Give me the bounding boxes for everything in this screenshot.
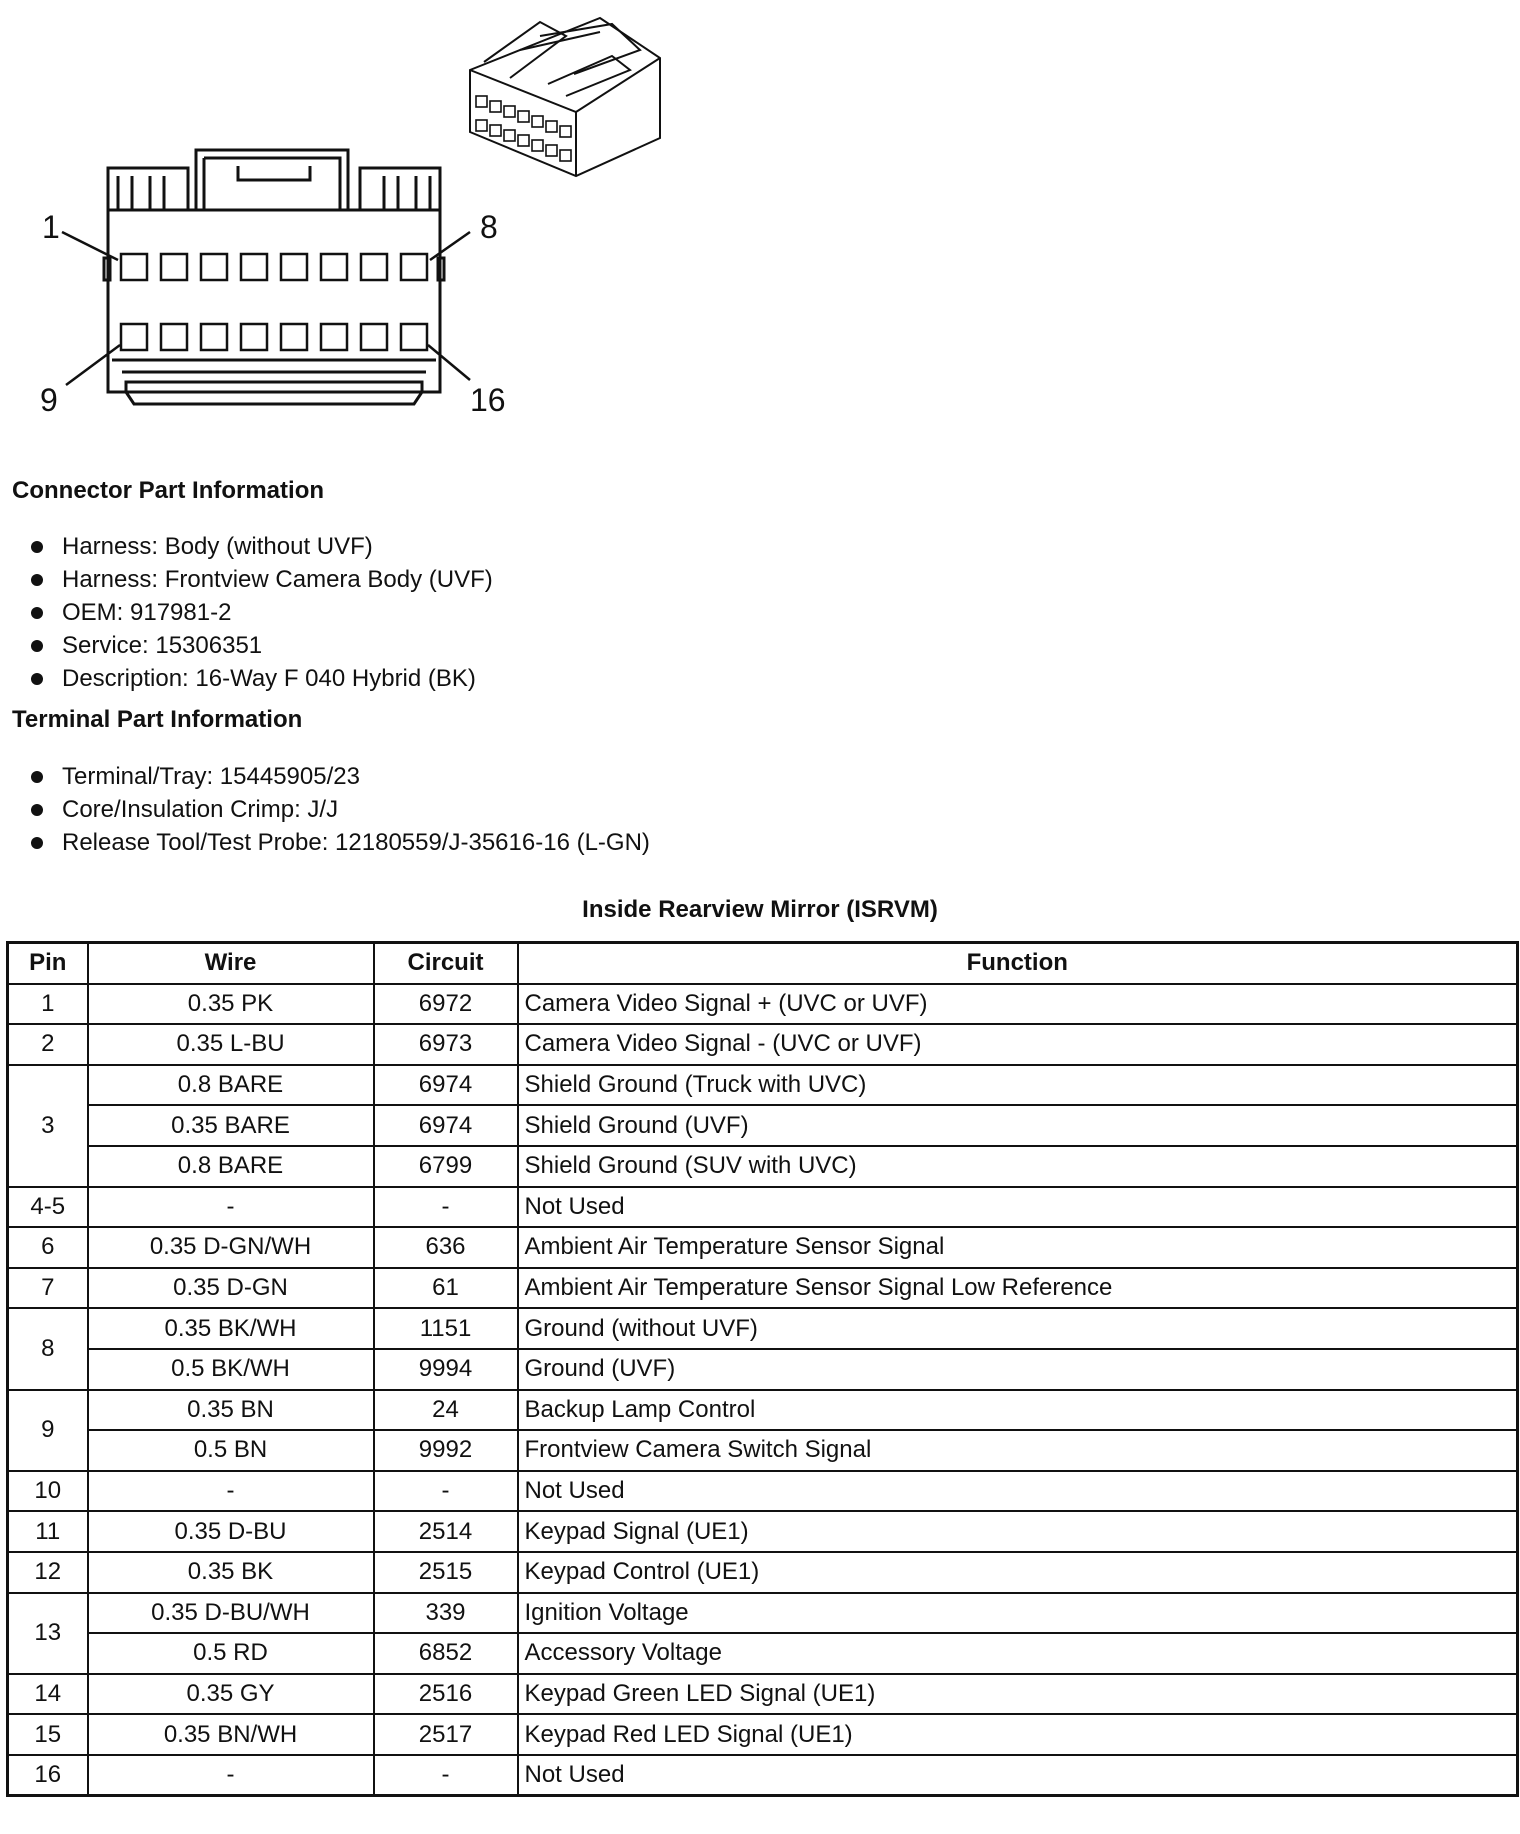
wire-cell: 0.35 GY	[88, 1674, 374, 1715]
table-header-row	[8, 943, 1518, 984]
wire-cell: 0.35 D-BU/WH	[88, 1593, 374, 1634]
cavity-10	[161, 324, 187, 350]
wire-cell: -	[88, 1755, 374, 1796]
list-item: Harness: Frontview Camera Body (UVF)	[28, 563, 493, 596]
pin-label-8: 8	[480, 209, 498, 245]
circuit-cell: 6974	[374, 1065, 518, 1106]
table-row	[8, 1308, 1518, 1349]
function-cell: Camera Video Signal + (UVC or UVF)	[518, 984, 1518, 1025]
cavity-8	[401, 254, 427, 280]
table-row	[8, 1105, 1518, 1146]
cavity-5	[281, 254, 307, 280]
pin-cell: 10	[8, 1471, 88, 1512]
pin-cell: 8	[8, 1308, 88, 1389]
cavity-16	[401, 324, 427, 350]
list-item: OEM: 917981-2	[28, 596, 493, 629]
circuit-cell: 9992	[374, 1430, 518, 1471]
circuit-cell: 9994	[374, 1349, 518, 1390]
circuit-cell: 6799	[374, 1146, 518, 1187]
cavity-7	[361, 254, 387, 280]
wire-cell: 0.35 D-BU	[88, 1511, 374, 1552]
wire-cell: -	[88, 1471, 374, 1512]
header-function: Function	[518, 943, 1518, 984]
cavity-14	[321, 324, 347, 350]
cavity-12	[241, 324, 267, 350]
function-cell: Keypad Green LED Signal (UE1)	[518, 1674, 1518, 1715]
table-row	[8, 1146, 1518, 1187]
table-row	[8, 1633, 1518, 1674]
circuit-cell: 2516	[374, 1674, 518, 1715]
wire-cell: 0.35 PK	[88, 984, 374, 1025]
cavity-11	[201, 324, 227, 350]
list-item: Service: 15306351	[28, 629, 493, 662]
pinout-table	[6, 941, 1519, 1797]
wire-cell: 0.8 BARE	[88, 1065, 374, 1106]
header-circuit: Circuit	[374, 943, 518, 984]
wire-cell: 0.35 BK/WH	[88, 1308, 374, 1349]
wire-cell: 0.35 D-GN	[88, 1268, 374, 1309]
function-cell: Not Used	[518, 1755, 1518, 1796]
pin-cell: 14	[8, 1674, 88, 1715]
circuit-cell: 2517	[374, 1714, 518, 1755]
table-row	[8, 1552, 1518, 1593]
wire-cell: 0.35 BN/WH	[88, 1714, 374, 1755]
pin-cell: 16	[8, 1755, 88, 1796]
table-row	[8, 1430, 1518, 1471]
connector-diagram	[0, 0, 700, 440]
pin-label-1: 1	[42, 209, 60, 245]
connector-info-title: Connector Part Information	[12, 477, 325, 504]
circuit-cell: 1151	[374, 1308, 518, 1349]
terminal-info-list	[28, 760, 650, 859]
table-row	[8, 1349, 1518, 1390]
wire-cell: 0.35 L-BU	[88, 1024, 374, 1065]
table-row	[8, 1471, 1518, 1512]
pin-cell: 15	[8, 1714, 88, 1755]
circuit-cell: 339	[374, 1593, 518, 1634]
pin-cell: 11	[8, 1511, 88, 1552]
wire-cell: -	[88, 1187, 374, 1228]
connector-info-list	[28, 530, 493, 695]
circuit-cell: 636	[374, 1227, 518, 1268]
function-cell: Shield Ground (UVF)	[518, 1105, 1518, 1146]
cavity-15	[361, 324, 387, 350]
table-row	[8, 1755, 1518, 1796]
terminal-info-title: Terminal Part Information	[12, 706, 303, 733]
pin-cell: 3	[8, 1065, 88, 1187]
function-cell: Not Used	[518, 1471, 1518, 1512]
function-cell: Keypad Control (UE1)	[518, 1552, 1518, 1593]
table-row	[8, 984, 1518, 1025]
table-row	[8, 1065, 1518, 1106]
header-wire: Wire	[88, 943, 374, 984]
pin-cell: 4-5	[8, 1187, 88, 1228]
pin-cell: 12	[8, 1552, 88, 1593]
cavity-6	[321, 254, 347, 280]
circuit-cell: 6974	[374, 1105, 518, 1146]
pin-cell: 2	[8, 1024, 88, 1065]
list-item: Core/Insulation Crimp: J/J	[28, 793, 650, 826]
table-row	[8, 1187, 1518, 1228]
table-row	[8, 1714, 1518, 1755]
function-cell: Ground (UVF)	[518, 1349, 1518, 1390]
pin-cell: 9	[8, 1390, 88, 1471]
table-row	[8, 1024, 1518, 1065]
pin-cell: 1	[8, 984, 88, 1025]
circuit-cell: -	[374, 1471, 518, 1512]
function-cell: Ambient Air Temperature Sensor Signal Low Reference	[518, 1268, 1518, 1309]
cavity-3	[201, 254, 227, 280]
wire-cell: 0.35 BN	[88, 1390, 374, 1431]
wire-cell: 0.35 BARE	[88, 1105, 374, 1146]
table-row	[8, 1593, 1518, 1634]
circuit-cell: 6973	[374, 1024, 518, 1065]
table-body	[8, 984, 1518, 1796]
wire-cell: 0.8 BARE	[88, 1146, 374, 1187]
circuit-cell: 61	[374, 1268, 518, 1309]
table-row	[8, 1390, 1518, 1431]
circuit-cell: 24	[374, 1390, 518, 1431]
header-pin: Pin	[8, 943, 88, 984]
function-cell: Keypad Signal (UE1)	[518, 1511, 1518, 1552]
circuit-cell: -	[374, 1187, 518, 1228]
cavity-4	[241, 254, 267, 280]
list-item: Terminal/Tray: 15445905/23	[28, 760, 650, 793]
table-row	[8, 1511, 1518, 1552]
wire-cell: 0.35 BK	[88, 1552, 374, 1593]
function-cell: Accessory Voltage	[518, 1633, 1518, 1674]
connector-3d-illustration	[470, 18, 660, 176]
function-cell: Backup Lamp Control	[518, 1390, 1518, 1431]
pin-label-9: 9	[40, 382, 58, 418]
pin-cell: 13	[8, 1593, 88, 1674]
function-cell: Camera Video Signal - (UVC or UVF)	[518, 1024, 1518, 1065]
function-cell: Ambient Air Temperature Sensor Signal	[518, 1227, 1518, 1268]
circuit-cell: 2515	[374, 1552, 518, 1593]
cavity-2	[161, 254, 187, 280]
connector-face	[104, 150, 444, 404]
circuit-cell: 6852	[374, 1633, 518, 1674]
cavity-13	[281, 324, 307, 350]
terminal-cavities	[121, 254, 427, 350]
circuit-cell: -	[374, 1755, 518, 1796]
pin-cell: 6	[8, 1227, 88, 1268]
table-row	[8, 1268, 1518, 1309]
circuit-cell: 2514	[374, 1511, 518, 1552]
list-item: Release Tool/Test Probe: 12180559/J-35616-16 (L-GN)	[28, 826, 650, 859]
cavity-1	[121, 254, 147, 280]
function-cell: Keypad Red LED Signal (UE1)	[518, 1714, 1518, 1755]
wire-cell: 0.5 BN	[88, 1430, 374, 1471]
wire-cell: 0.35 D-GN/WH	[88, 1227, 374, 1268]
pin-label-16: 16	[470, 382, 506, 418]
function-cell: Shield Ground (Truck with UVC)	[518, 1065, 1518, 1106]
list-item: Harness: Body (without UVF)	[28, 530, 493, 563]
function-cell: Shield Ground (SUV with UVC)	[518, 1146, 1518, 1187]
table-title: Inside Rearview Mirror (ISRVM)	[582, 896, 938, 923]
wire-cell: 0.5 BK/WH	[88, 1349, 374, 1390]
pin-cell: 7	[8, 1268, 88, 1309]
function-cell: Ignition Voltage	[518, 1593, 1518, 1634]
table-row	[8, 1674, 1518, 1715]
function-cell: Frontview Camera Switch Signal	[518, 1430, 1518, 1471]
wire-cell: 0.5 RD	[88, 1633, 374, 1674]
circuit-cell: 6972	[374, 984, 518, 1025]
cavity-9	[121, 324, 147, 350]
list-item: Description: 16-Way F 040 Hybrid (BK)	[28, 662, 493, 695]
function-cell: Ground (without UVF)	[518, 1308, 1518, 1349]
table-row	[8, 1227, 1518, 1268]
function-cell: Not Used	[518, 1187, 1518, 1228]
